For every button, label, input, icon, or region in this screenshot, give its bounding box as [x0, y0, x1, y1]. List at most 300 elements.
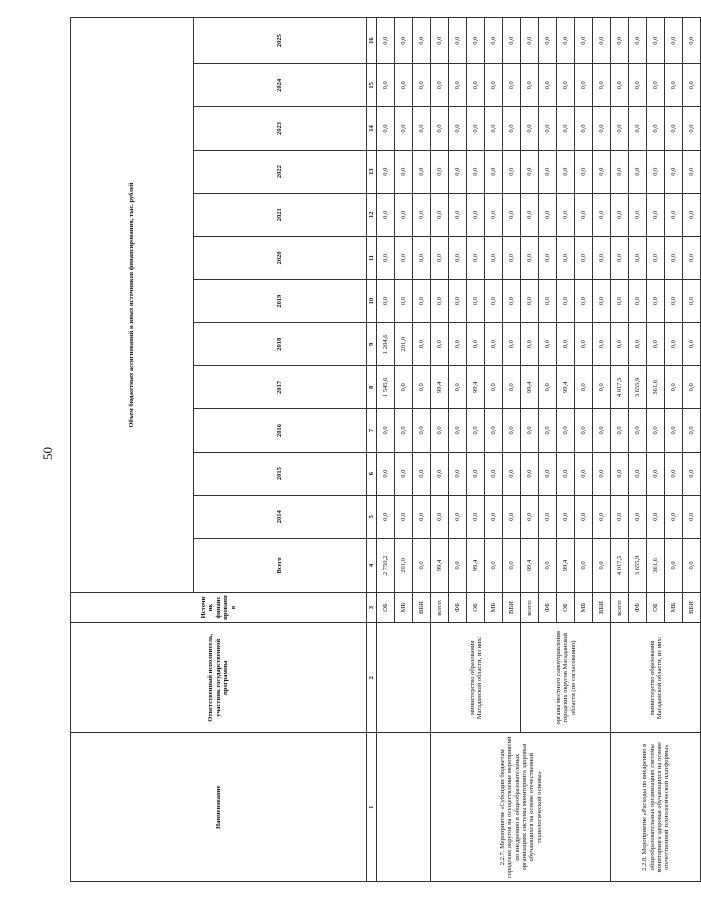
header-responsible: Ответственный исполнитель, участник государственной программы	[71, 623, 367, 733]
amount-cell: 0,0	[503, 366, 521, 409]
amount-cell: 0,0	[377, 64, 395, 107]
amount-cell: 0,0	[449, 366, 467, 409]
amount-cell: 0,0	[413, 64, 431, 107]
amount-cell: 0,0	[395, 236, 413, 279]
table-row	[611, 18, 629, 882]
amount-cell: 0,0	[629, 452, 647, 495]
amount-cell: 0,0	[557, 193, 575, 236]
amount-cell: 0,0	[665, 538, 683, 592]
amount-cell: 0,0	[683, 18, 701, 64]
amount-cell: 0,0	[413, 193, 431, 236]
amount-cell: 0,0	[485, 538, 503, 592]
amount-cell: 0,0	[611, 64, 629, 107]
amount-cell: 0,0	[647, 409, 665, 452]
amount-cell: 0,0	[557, 323, 575, 366]
amount-cell: 0,0	[395, 18, 413, 64]
amount-cell: 0,0	[539, 495, 557, 538]
amount-cell: 0,0	[593, 18, 611, 64]
amount-cell: 0,0	[665, 193, 683, 236]
amount-cell: 0,0	[647, 495, 665, 538]
amount-cell: 0,0	[539, 279, 557, 322]
amount-cell: 0,0	[647, 279, 665, 322]
amount-cell: 0,0	[467, 495, 485, 538]
funding-source: ОБ	[647, 593, 665, 623]
funding-source: ОБ	[377, 593, 395, 623]
amount-cell: 0,0	[539, 150, 557, 193]
amount-cell: 0,0	[449, 18, 467, 64]
amount-cell: 201,0	[395, 323, 413, 366]
amount-cell: 0,0	[557, 150, 575, 193]
funding-source: ВБИ	[593, 593, 611, 623]
amount-cell: 0,0	[503, 18, 521, 64]
column-number: 9	[367, 323, 377, 366]
amount-cell: 0,0	[377, 409, 395, 452]
table-row	[377, 18, 395, 882]
amount-cell: 0,0	[431, 409, 449, 452]
amount-cell: 0,0	[611, 18, 629, 64]
amount-cell: 0,0	[413, 409, 431, 452]
amount-cell: 0,0	[647, 323, 665, 366]
responsible-executor: министерство образования Магаданской области, из них:	[611, 623, 701, 733]
amount-cell: 0,0	[503, 193, 521, 236]
amount-cell: 0,0	[377, 279, 395, 322]
amount-cell: 99,4	[521, 366, 539, 409]
amount-cell: 0,0	[377, 107, 395, 150]
column-number: 11	[367, 236, 377, 279]
amount-cell: 0,0	[665, 452, 683, 495]
measure-name: 2.2.7. Мероприятие «Субсидии бюджетам городских округов на осуществление мероприятий по внедрению в общеобразовательных организациях системы мониторинга здоровья обучающихся на основе отечественной технологической основы»	[431, 733, 611, 882]
amount-cell: 0,0	[647, 193, 665, 236]
amount-cell: 0,0	[413, 366, 431, 409]
amount-cell: 0,0	[593, 64, 611, 107]
amount-cell: 0,0	[413, 452, 431, 495]
amount-cell: 0,0	[539, 193, 557, 236]
amount-cell: 0,0	[503, 538, 521, 592]
amount-cell: 0,0	[503, 279, 521, 322]
amount-cell: 0,0	[683, 150, 701, 193]
amount-cell: 0,0	[593, 193, 611, 236]
amount-cell: 0,0	[431, 150, 449, 193]
measure-name: 2.2.8. Мероприятие «Расходы по внедрению в общеобразовательных организациях системы мониторинга здоровья обучающихся на основе отечественной технологической платформы»	[611, 733, 701, 882]
column-number: 3	[367, 593, 377, 623]
amount-cell: 0,0	[683, 538, 701, 592]
table-body	[377, 18, 701, 882]
amount-cell: 0,0	[683, 366, 701, 409]
amount-cell: 0,0	[449, 279, 467, 322]
funding-source: всего:	[611, 593, 629, 623]
amount-cell: 0,0	[629, 236, 647, 279]
amount-cell: 0,0	[377, 495, 395, 538]
amount-cell: 1 204,6	[377, 323, 395, 366]
column-number: 13	[367, 150, 377, 193]
amount-cell: 0,0	[611, 193, 629, 236]
amount-cell: 0,0	[449, 236, 467, 279]
amount-cell: 0,0	[647, 452, 665, 495]
funding-source: МБ	[395, 593, 413, 623]
amount-cell: 0,0	[611, 107, 629, 150]
amount-cell: 0,0	[485, 193, 503, 236]
amount-cell: 0,0	[665, 323, 683, 366]
amount-cell: 99,4	[467, 366, 485, 409]
amount-cell: 0,0	[575, 64, 593, 107]
amount-cell: 0,0	[521, 193, 539, 236]
amount-cell: 0,0	[431, 107, 449, 150]
amount-cell: 0,0	[629, 193, 647, 236]
amount-cell: 0,0	[629, 495, 647, 538]
amount-cell: 0,0	[503, 495, 521, 538]
amount-cell: 0,0	[539, 18, 557, 64]
amount-cell: 0,0	[395, 452, 413, 495]
amount-cell: 0,0	[629, 150, 647, 193]
column-number: 8	[367, 366, 377, 409]
amount-cell: 0,0	[431, 452, 449, 495]
amount-cell: 0,0	[395, 193, 413, 236]
header-total: Всего	[194, 538, 367, 592]
amount-cell: 0,0	[575, 150, 593, 193]
amount-cell: 0,0	[413, 279, 431, 322]
amount-cell: 0,0	[413, 323, 431, 366]
amount-cell: 0,0	[665, 236, 683, 279]
amount-cell: 0,0	[593, 366, 611, 409]
amount-cell: 0,0	[485, 452, 503, 495]
table-row	[431, 18, 449, 882]
column-numbers-row	[367, 18, 377, 882]
amount-cell: 0,0	[449, 409, 467, 452]
amount-cell: 0,0	[611, 323, 629, 366]
amount-cell: 0,0	[683, 236, 701, 279]
amount-cell: 0,0	[629, 107, 647, 150]
amount-cell: 0,0	[611, 409, 629, 452]
column-number: 12	[367, 193, 377, 236]
amount-cell: 0,0	[629, 64, 647, 107]
amount-cell: 0,0	[485, 323, 503, 366]
amount-cell: 0,0	[377, 18, 395, 64]
amount-cell: 0,0	[467, 18, 485, 64]
header-year: 2014	[194, 495, 367, 538]
header-group: Объем бюджетных ассигнований и иных источников финансирования, тыс. рублей	[71, 18, 194, 593]
amount-cell: 0,0	[683, 107, 701, 150]
amount-cell: 0,0	[503, 409, 521, 452]
amount-cell: 0,0	[521, 452, 539, 495]
amount-cell: 0,0	[467, 64, 485, 107]
column-number: 15	[367, 64, 377, 107]
amount-cell: 0,0	[593, 452, 611, 495]
amount-cell: 0,0	[431, 18, 449, 64]
amount-cell: 0,0	[593, 538, 611, 592]
amount-cell: 0,0	[467, 409, 485, 452]
header-year: 2017	[194, 366, 367, 409]
amount-cell: 0,0	[503, 323, 521, 366]
amount-cell: 0,0	[395, 107, 413, 150]
amount-cell: 0,0	[611, 150, 629, 193]
amount-cell: 0,0	[503, 236, 521, 279]
rotated-table-container	[70, 17, 701, 882]
amount-cell: 0,0	[629, 323, 647, 366]
column-number: 7	[367, 409, 377, 452]
amount-cell: 3 655,9	[629, 538, 647, 592]
amount-cell: 0,0	[593, 236, 611, 279]
funding-source: МБ	[485, 593, 503, 623]
funding-source: ВБИ	[503, 593, 521, 623]
header-name: Наименование	[71, 733, 367, 882]
column-number: 14	[367, 107, 377, 150]
amount-cell: 2 750,2	[377, 538, 395, 592]
amount-cell: 0,0	[647, 64, 665, 107]
responsible-empty	[377, 623, 431, 733]
amount-cell: 0,0	[485, 236, 503, 279]
amount-cell: 0,0	[431, 193, 449, 236]
amount-cell: 0,0	[593, 107, 611, 150]
amount-cell: 0,0	[539, 64, 557, 107]
amount-cell: 0,0	[539, 323, 557, 366]
amount-cell: 0,0	[611, 279, 629, 322]
amount-cell: 0,0	[431, 236, 449, 279]
header-year: 2016	[194, 409, 367, 452]
amount-cell: 0,0	[593, 150, 611, 193]
amount-cell: 1 545,6	[377, 366, 395, 409]
funding-source: ОБ	[557, 593, 575, 623]
funding-source: ФБ	[629, 593, 647, 623]
amount-cell: 361,6	[647, 538, 665, 592]
amount-cell: 0,0	[413, 150, 431, 193]
amount-cell: 0,0	[395, 279, 413, 322]
amount-cell: 0,0	[395, 495, 413, 538]
amount-cell: 0,0	[485, 409, 503, 452]
header-year: 2019	[194, 279, 367, 322]
page-number: 50	[40, 447, 55, 460]
amount-cell: 0,0	[521, 18, 539, 64]
amount-cell: 0,0	[449, 64, 467, 107]
amount-cell: 361,6	[647, 366, 665, 409]
amount-cell: 0,0	[557, 64, 575, 107]
amount-cell: 0,0	[467, 452, 485, 495]
amount-cell: 0,0	[539, 107, 557, 150]
amount-cell: 0,0	[611, 236, 629, 279]
amount-cell: 0,0	[521, 279, 539, 322]
amount-cell: 0,0	[575, 279, 593, 322]
amount-cell: 0,0	[611, 495, 629, 538]
amount-cell: 0,0	[539, 409, 557, 452]
measure-name-empty	[377, 733, 431, 882]
amount-cell: 0,0	[377, 236, 395, 279]
amount-cell: 0,0	[467, 279, 485, 322]
amount-cell: 0,0	[629, 279, 647, 322]
amount-cell: 0,0	[575, 193, 593, 236]
header-year: 2021	[194, 193, 367, 236]
amount-cell: 0,0	[575, 366, 593, 409]
amount-cell: 99,4	[431, 366, 449, 409]
column-number: 6	[367, 452, 377, 495]
amount-cell: 99,4	[431, 538, 449, 592]
funding-source: ВБИ	[413, 593, 431, 623]
amount-cell: 0,0	[521, 495, 539, 538]
column-number: 5	[367, 495, 377, 538]
amount-cell: 0,0	[557, 452, 575, 495]
amount-cell: 4 017,5	[611, 538, 629, 592]
amount-cell: 0,0	[467, 193, 485, 236]
amount-cell: 0,0	[557, 279, 575, 322]
amount-cell: 0,0	[521, 236, 539, 279]
amount-cell: 0,0	[557, 495, 575, 538]
amount-cell: 0,0	[557, 236, 575, 279]
header-year: 2015	[194, 452, 367, 495]
amount-cell: 0,0	[557, 409, 575, 452]
amount-cell: 0,0	[539, 366, 557, 409]
amount-cell: 0,0	[485, 18, 503, 64]
amount-cell: 0,0	[521, 107, 539, 150]
amount-cell: 0,0	[683, 193, 701, 236]
amount-cell: 99,4	[467, 538, 485, 592]
amount-cell: 0,0	[485, 279, 503, 322]
amount-cell: 0,0	[593, 495, 611, 538]
amount-cell: 0,0	[557, 18, 575, 64]
amount-cell: 0,0	[593, 409, 611, 452]
amount-cell: 0,0	[629, 409, 647, 452]
amount-cell: 0,0	[647, 236, 665, 279]
amount-cell: 0,0	[665, 409, 683, 452]
amount-cell: 0,0	[413, 18, 431, 64]
amount-cell: 0,0	[575, 452, 593, 495]
amount-cell: 0,0	[449, 323, 467, 366]
column-number: 4	[367, 538, 377, 592]
amount-cell: 0,0	[665, 107, 683, 150]
amount-cell: 3 655,9	[629, 366, 647, 409]
amount-cell: 0,0	[413, 495, 431, 538]
amount-cell: 0,0	[503, 107, 521, 150]
column-number: 1	[367, 733, 377, 882]
funding-source: МБ	[665, 593, 683, 623]
amount-cell: 99,4	[557, 538, 575, 592]
amount-cell: 0,0	[647, 107, 665, 150]
amount-cell: 0,0	[377, 193, 395, 236]
header-year: 2024	[194, 64, 367, 107]
amount-cell: 0,0	[431, 495, 449, 538]
amount-cell: 0,0	[539, 452, 557, 495]
amount-cell: 0,0	[485, 366, 503, 409]
amount-cell: 0,0	[485, 495, 503, 538]
amount-cell: 0,0	[557, 107, 575, 150]
amount-cell: 0,0	[485, 64, 503, 107]
amount-cell: 0,0	[449, 107, 467, 150]
amount-cell: 0,0	[449, 150, 467, 193]
amount-cell: 0,0	[449, 452, 467, 495]
column-number: 16	[367, 18, 377, 64]
funding-source: ФБ	[539, 593, 557, 623]
amount-cell: 0,0	[431, 64, 449, 107]
funding-source: ВБИ	[683, 593, 701, 623]
amount-cell: 0,0	[449, 495, 467, 538]
amount-cell: 0,0	[575, 107, 593, 150]
amount-cell: 0,0	[449, 193, 467, 236]
amount-cell: 99,4	[557, 366, 575, 409]
funding-source: ОБ	[467, 593, 485, 623]
amount-cell: 0,0	[593, 279, 611, 322]
amount-cell: 0,0	[395, 366, 413, 409]
amount-cell: 4 017,5	[611, 366, 629, 409]
amount-cell: 0,0	[683, 323, 701, 366]
amount-cell: 201,0	[395, 538, 413, 592]
amount-cell: 0,0	[647, 18, 665, 64]
amount-cell: 0,0	[467, 236, 485, 279]
amount-cell: 0,0	[377, 452, 395, 495]
amount-cell: 0,0	[575, 323, 593, 366]
amount-cell: 0,0	[575, 18, 593, 64]
funding-source: ФБ	[449, 593, 467, 623]
amount-cell: 0,0	[485, 150, 503, 193]
amount-cell: 0,0	[575, 538, 593, 592]
amount-cell: 0,0	[449, 538, 467, 592]
amount-cell: 0,0	[665, 366, 683, 409]
amount-cell: 0,0	[575, 409, 593, 452]
amount-cell: 0,0	[665, 279, 683, 322]
amount-cell: 0,0	[521, 64, 539, 107]
budget-table	[70, 17, 701, 882]
amount-cell: 0,0	[467, 323, 485, 366]
amount-cell: 0,0	[431, 279, 449, 322]
amount-cell: 0,0	[503, 150, 521, 193]
amount-cell: 0,0	[413, 538, 431, 592]
header-year: 2025	[194, 18, 367, 64]
amount-cell: 0,0	[503, 452, 521, 495]
amount-cell: 0,0	[377, 150, 395, 193]
header-year: 2022	[194, 150, 367, 193]
column-number: 2	[367, 623, 377, 733]
amount-cell: 0,0	[683, 64, 701, 107]
responsible-participant: органы местного самоуправления городских округов Магаданской области (по согласованию)	[521, 623, 611, 733]
amount-cell: 0,0	[629, 18, 647, 64]
amount-cell: 0,0	[467, 150, 485, 193]
amount-cell: 0,0	[683, 452, 701, 495]
amount-cell: 0,0	[683, 495, 701, 538]
amount-cell: 0,0	[611, 452, 629, 495]
amount-cell: 0,0	[467, 107, 485, 150]
amount-cell: 0,0	[413, 236, 431, 279]
header-year: 2023	[194, 107, 367, 150]
funding-source: МБ	[575, 593, 593, 623]
funding-source: всего:	[431, 593, 449, 623]
amount-cell: 0,0	[665, 64, 683, 107]
amount-cell: 0,0	[665, 18, 683, 64]
amount-cell: 0,0	[665, 495, 683, 538]
amount-cell: 0,0	[413, 107, 431, 150]
amount-cell: 0,0	[647, 150, 665, 193]
amount-cell: 0,0	[395, 64, 413, 107]
column-number: 10	[367, 279, 377, 322]
header-year: 2018	[194, 323, 367, 366]
amount-cell: 0,0	[575, 495, 593, 538]
amount-cell: 0,0	[683, 409, 701, 452]
header-year: 2020	[194, 236, 367, 279]
amount-cell: 0,0	[539, 236, 557, 279]
amount-cell: 0,0	[683, 279, 701, 322]
amount-cell: 0,0	[593, 323, 611, 366]
header-source: Источник финансирования	[71, 593, 367, 623]
amount-cell: 0,0	[395, 150, 413, 193]
amount-cell: 0,0	[503, 64, 521, 107]
amount-cell: 99,4	[521, 538, 539, 592]
amount-cell: 0,0	[521, 409, 539, 452]
amount-cell: 0,0	[431, 323, 449, 366]
funding-source: всего:	[521, 593, 539, 623]
amount-cell: 0,0	[485, 107, 503, 150]
amount-cell: 0,0	[575, 236, 593, 279]
responsible-executor: министерство образования Магаданской области, из них:	[431, 623, 521, 733]
amount-cell: 0,0	[395, 409, 413, 452]
amount-cell: 0,0	[521, 150, 539, 193]
amount-cell: 0,0	[539, 538, 557, 592]
amount-cell: 0,0	[521, 323, 539, 366]
amount-cell: 0,0	[665, 150, 683, 193]
